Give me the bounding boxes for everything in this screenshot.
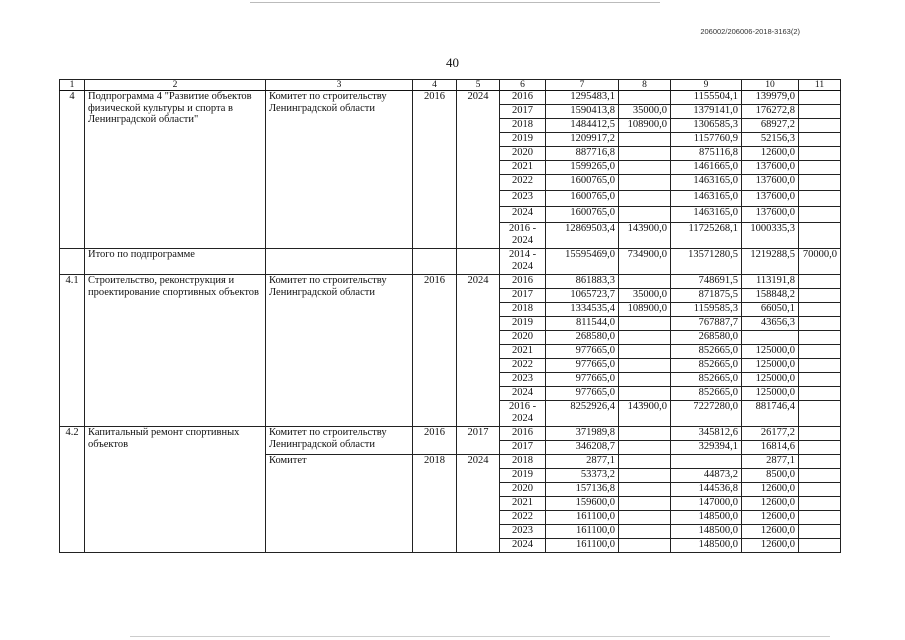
year-cell: 2022 (500, 511, 546, 525)
year-cell: 2021 (500, 497, 546, 511)
federal-value-cell (619, 91, 671, 105)
table-row (60, 427, 841, 441)
total-value-cell: 157136,8 (546, 483, 619, 497)
federal-value-cell (619, 427, 671, 441)
header-row (60, 80, 841, 91)
local-value-cell: 176272,8 (742, 105, 799, 119)
other-value-cell (799, 345, 841, 359)
regional-value-cell: 148500,0 (671, 525, 742, 539)
table-row (60, 275, 841, 289)
local-value-cell: 68927,2 (742, 119, 799, 133)
total-value-cell: 1209917,2 (546, 133, 619, 147)
header-cell: 8 (619, 80, 671, 91)
other-value-cell (799, 373, 841, 387)
other-value-cell (799, 223, 841, 249)
federal-value-cell (619, 525, 671, 539)
regional-value-cell: 13571280,5 (671, 249, 742, 275)
year-cell: 2022 (500, 175, 546, 191)
regional-value-cell: 748691,5 (671, 275, 742, 289)
regional-value-cell: 767887,7 (671, 317, 742, 331)
regional-value-cell: 1463165,0 (671, 191, 742, 207)
regional-value-cell: 329394,1 (671, 441, 742, 455)
other-value-cell (799, 275, 841, 289)
local-value-cell: 52156,3 (742, 133, 799, 147)
total-value-cell: 161100,0 (546, 511, 619, 525)
other-value-cell (799, 455, 841, 469)
regional-value-cell: 852665,0 (671, 345, 742, 359)
year-cell: 2023 (500, 373, 546, 387)
federal-value-cell (619, 133, 671, 147)
other-value-cell (799, 511, 841, 525)
total-value-cell: 2877,1 (546, 455, 619, 469)
total-value-cell: 12869503,4 (546, 223, 619, 249)
year-cell: 2019 (500, 469, 546, 483)
other-value-cell (799, 469, 841, 483)
local-value-cell: 125000,0 (742, 359, 799, 373)
header-cell: 6 (500, 80, 546, 91)
year-cell: 2020 (500, 331, 546, 345)
year-cell: 2016 (500, 91, 546, 105)
total-value-cell: 8252926,4 (546, 401, 619, 427)
regional-value-cell: 852665,0 (671, 373, 742, 387)
local-value-cell: 8500,0 (742, 469, 799, 483)
year-cell: 2018 (500, 303, 546, 317)
federal-value-cell (619, 191, 671, 207)
regional-value-cell: 852665,0 (671, 359, 742, 373)
header-cell: 10 (742, 80, 799, 91)
federal-value-cell: 734900,0 (619, 249, 671, 275)
item-number-cell: 4 (60, 91, 85, 249)
year-cell: 2021 (500, 345, 546, 359)
regional-value-cell: 1463165,0 (671, 207, 742, 223)
total-value-cell: 811544,0 (546, 317, 619, 331)
federal-value-cell (619, 441, 671, 455)
regional-value-cell: 7227280,0 (671, 401, 742, 427)
header-cell: 1 (60, 80, 85, 91)
year-cell: 2016 (500, 427, 546, 441)
federal-value-cell (619, 373, 671, 387)
total-value-cell: 161100,0 (546, 525, 619, 539)
federal-value-cell (619, 387, 671, 401)
start-year-cell: 2016 (413, 427, 457, 455)
total-value-cell: 861883,3 (546, 275, 619, 289)
local-value-cell: 125000,0 (742, 387, 799, 401)
year-cell: 2024 (500, 539, 546, 553)
start-year-cell: 2018 (413, 455, 457, 553)
regional-value-cell: 11725268,1 (671, 223, 742, 249)
total-value-cell: 1334535,4 (546, 303, 619, 317)
local-value-cell: 12600,0 (742, 147, 799, 161)
executor-cell: Комитет по строительству Ленинградской области (266, 91, 413, 249)
year-cell: 2016 (500, 275, 546, 289)
year-cell: 2016 - 2024 (500, 401, 546, 427)
header-cell: 5 (457, 80, 500, 91)
other-value-cell (799, 207, 841, 223)
other-value-cell (799, 303, 841, 317)
total-label-cell: Итого по подпрограмме (85, 249, 266, 275)
local-value-cell: 1219288,5 (742, 249, 799, 275)
federal-value-cell (619, 147, 671, 161)
other-value-cell: 70000,0 (799, 249, 841, 275)
local-value-cell: 26177,2 (742, 427, 799, 441)
year-cell: 2023 (500, 525, 546, 539)
total-value-cell: 159600,0 (546, 497, 619, 511)
year-cell: 2022 (500, 359, 546, 373)
local-value-cell: 16814,6 (742, 441, 799, 455)
end-year-cell: 2024 (457, 91, 500, 249)
local-value-cell: 137600,0 (742, 207, 799, 223)
regional-value-cell: 1155504,1 (671, 91, 742, 105)
regional-value-cell: 144536,8 (671, 483, 742, 497)
other-value-cell (799, 401, 841, 427)
other-value-cell (799, 387, 841, 401)
total-value-cell: 1295483,1 (546, 91, 619, 105)
total-value-cell: 1600765,0 (546, 175, 619, 191)
start-year-cell (413, 249, 457, 275)
year-cell: 2023 (500, 191, 546, 207)
header-cell: 3 (266, 80, 413, 91)
header-cell: 11 (799, 80, 841, 91)
other-value-cell (799, 525, 841, 539)
budget-table (59, 79, 841, 553)
local-value-cell: 158848,2 (742, 289, 799, 303)
federal-value-cell (619, 161, 671, 175)
federal-value-cell: 108900,0 (619, 303, 671, 317)
item-name-cell: Строительство, реконструкция и проектирование спортивных объектов (85, 275, 266, 427)
item-name-cell: Подпрограмма 4 "Развитие объектов физической культуры и спорта в Ленинградской области" (85, 91, 266, 249)
other-value-cell (799, 441, 841, 455)
local-value-cell: 12600,0 (742, 525, 799, 539)
federal-value-cell (619, 469, 671, 483)
total-value-cell: 977665,0 (546, 345, 619, 359)
federal-value-cell (619, 345, 671, 359)
other-value-cell (799, 175, 841, 191)
total-value-cell: 1600765,0 (546, 191, 619, 207)
other-value-cell (799, 105, 841, 119)
federal-value-cell: 143900,0 (619, 401, 671, 427)
year-cell: 2018 (500, 119, 546, 133)
item-number-cell (60, 249, 85, 275)
total-value-cell: 15595469,0 (546, 249, 619, 275)
local-value-cell: 125000,0 (742, 345, 799, 359)
year-cell: 2020 (500, 147, 546, 161)
local-value-cell: 139979,0 (742, 91, 799, 105)
local-value-cell: 66050,1 (742, 303, 799, 317)
regional-value-cell: 345812,6 (671, 427, 742, 441)
year-cell: 2024 (500, 387, 546, 401)
federal-value-cell (619, 331, 671, 345)
federal-value-cell (619, 511, 671, 525)
year-cell: 2021 (500, 161, 546, 175)
total-value-cell: 1600765,0 (546, 207, 619, 223)
table-row (60, 91, 841, 105)
end-year-cell: 2017 (457, 427, 500, 455)
federal-value-cell (619, 207, 671, 223)
year-cell: 2019 (500, 133, 546, 147)
end-year-cell: 2024 (457, 275, 500, 427)
item-number-cell: 4.2 (60, 427, 85, 553)
year-cell: 2018 (500, 455, 546, 469)
item-name-cell: Капитальный ремонт спортивных объектов (85, 427, 266, 553)
other-value-cell (799, 359, 841, 373)
federal-value-cell (619, 275, 671, 289)
document-code: 206002/206006-2018-3163(2) (700, 27, 800, 36)
header-cell: 2 (85, 80, 266, 91)
start-year-cell: 2016 (413, 91, 457, 249)
end-year-cell: 2024 (457, 455, 500, 553)
other-value-cell (799, 497, 841, 511)
other-value-cell (799, 119, 841, 133)
total-value-cell: 887716,8 (546, 147, 619, 161)
local-value-cell: 137600,0 (742, 175, 799, 191)
other-value-cell (799, 91, 841, 105)
total-value-cell: 1590413,8 (546, 105, 619, 119)
federal-value-cell (619, 497, 671, 511)
federal-value-cell: 35000,0 (619, 105, 671, 119)
other-value-cell (799, 427, 841, 441)
other-value-cell (799, 483, 841, 497)
executor-cell (266, 249, 413, 275)
regional-value-cell: 148500,0 (671, 511, 742, 525)
year-cell: 2016 - 2024 (500, 223, 546, 249)
total-value-cell: 371989,8 (546, 427, 619, 441)
total-value-cell: 977665,0 (546, 387, 619, 401)
year-cell: 2017 (500, 441, 546, 455)
year-cell: 2024 (500, 207, 546, 223)
header-cell: 9 (671, 80, 742, 91)
federal-value-cell: 143900,0 (619, 223, 671, 249)
total-value-cell: 977665,0 (546, 373, 619, 387)
total-value-cell: 1484412,5 (546, 119, 619, 133)
table-body (60, 80, 841, 553)
total-value-cell: 977665,0 (546, 359, 619, 373)
other-value-cell (799, 161, 841, 175)
year-cell: 2017 (500, 105, 546, 119)
regional-value-cell: 871875,5 (671, 289, 742, 303)
federal-value-cell (619, 175, 671, 191)
regional-value-cell: 44873,2 (671, 469, 742, 483)
local-value-cell: 12600,0 (742, 497, 799, 511)
bottom-border-line (130, 636, 830, 637)
regional-value-cell: 148500,0 (671, 539, 742, 553)
local-value-cell: 881746,4 (742, 401, 799, 427)
local-value-cell: 137600,0 (742, 191, 799, 207)
header-cell: 4 (413, 80, 457, 91)
regional-value-cell: 852665,0 (671, 387, 742, 401)
local-value-cell: 137600,0 (742, 161, 799, 175)
total-row (60, 249, 841, 275)
other-value-cell (799, 331, 841, 345)
local-value-cell: 43656,3 (742, 317, 799, 331)
regional-value-cell: 1461665,0 (671, 161, 742, 175)
federal-value-cell: 35000,0 (619, 289, 671, 303)
local-value-cell: 1000335,3 (742, 223, 799, 249)
total-value-cell: 53373,2 (546, 469, 619, 483)
item-number-cell: 4.1 (60, 275, 85, 427)
local-value-cell: 125000,0 (742, 373, 799, 387)
total-value-cell: 1599265,0 (546, 161, 619, 175)
start-year-cell: 2016 (413, 275, 457, 427)
federal-value-cell (619, 317, 671, 331)
federal-value-cell (619, 359, 671, 373)
executor-cell: Комитет по строительству Ленинградской области (266, 275, 413, 427)
federal-value-cell (619, 483, 671, 497)
other-value-cell (799, 191, 841, 207)
year-cell: 2014 - 2024 (500, 249, 546, 275)
federal-value-cell: 108900,0 (619, 119, 671, 133)
regional-value-cell: 268580,0 (671, 331, 742, 345)
header-cell: 7 (546, 80, 619, 91)
other-value-cell (799, 147, 841, 161)
other-value-cell (799, 289, 841, 303)
regional-value-cell: 147000,0 (671, 497, 742, 511)
page-number: 40 (446, 55, 459, 70)
regional-value-cell: 1379141,0 (671, 105, 742, 119)
local-value-cell (742, 331, 799, 345)
regional-value-cell: 875116,8 (671, 147, 742, 161)
top-border-line (250, 2, 660, 3)
executor-cell: Комитет (266, 455, 413, 553)
regional-value-cell (671, 455, 742, 469)
local-value-cell: 12600,0 (742, 511, 799, 525)
federal-value-cell (619, 455, 671, 469)
total-value-cell: 161100,0 (546, 539, 619, 553)
end-year-cell (457, 249, 500, 275)
year-cell: 2019 (500, 317, 546, 331)
total-value-cell: 346208,7 (546, 441, 619, 455)
year-cell: 2017 (500, 289, 546, 303)
regional-value-cell: 1159585,3 (671, 303, 742, 317)
local-value-cell: 12600,0 (742, 483, 799, 497)
total-value-cell: 1065723,7 (546, 289, 619, 303)
regional-value-cell: 1157760,9 (671, 133, 742, 147)
executor-cell: Комитет по строительству Ленинградской области (266, 427, 413, 455)
local-value-cell: 12600,0 (742, 539, 799, 553)
local-value-cell: 113191,8 (742, 275, 799, 289)
other-value-cell (799, 539, 841, 553)
other-value-cell (799, 317, 841, 331)
regional-value-cell: 1463165,0 (671, 175, 742, 191)
year-cell: 2020 (500, 483, 546, 497)
federal-value-cell (619, 539, 671, 553)
total-value-cell: 268580,0 (546, 331, 619, 345)
other-value-cell (799, 133, 841, 147)
regional-value-cell: 1306585,3 (671, 119, 742, 133)
local-value-cell: 2877,1 (742, 455, 799, 469)
